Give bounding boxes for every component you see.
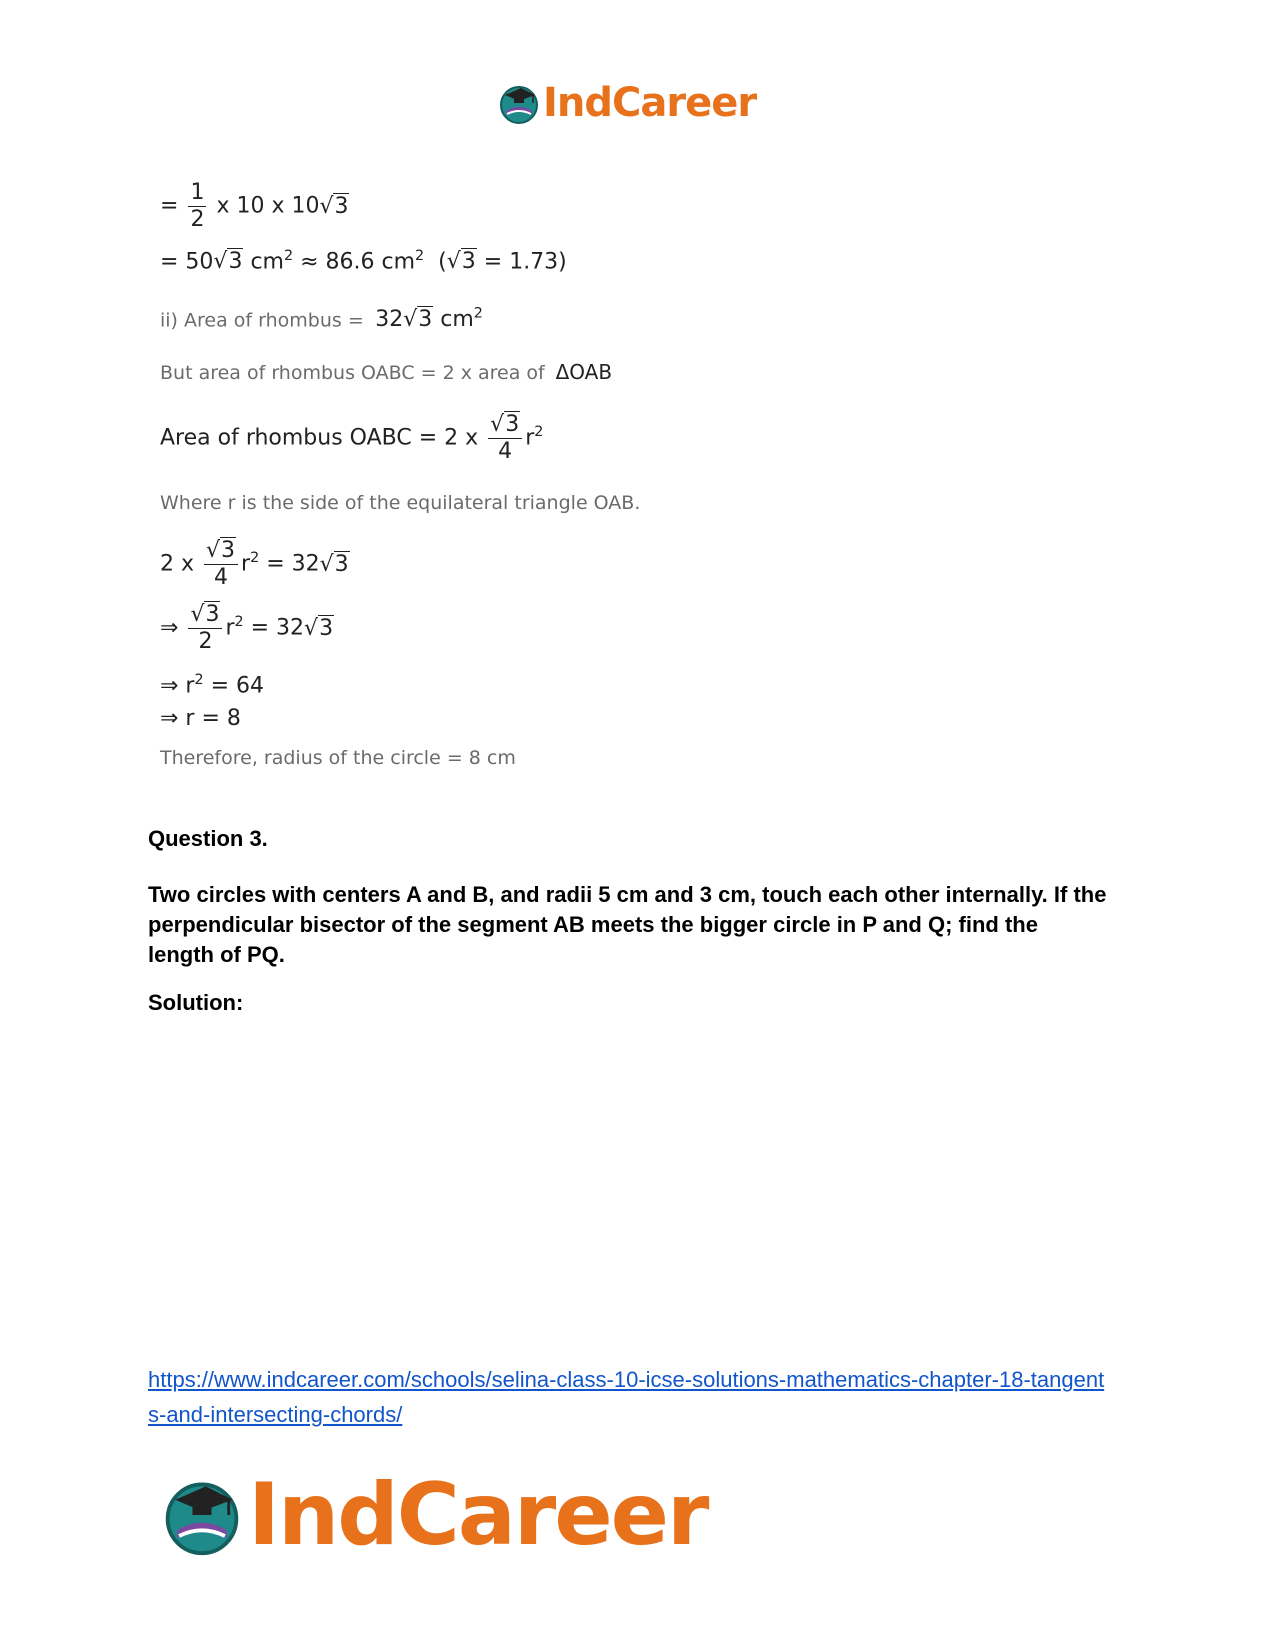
step-rhombus-relation: But area of rhombus OABC = 2 x area of ΔOAB: [160, 360, 613, 384]
step-equation-3: ⇒ $r^2 = 64$: [160, 672, 265, 699]
graduation-globe-icon: [160, 1473, 244, 1557]
step-conclusion: Therefore, radius of the circle = 8 cm: [160, 747, 516, 769]
brand-wordmark: IndCareer: [248, 1465, 708, 1565]
step-line-2: = 50√3 $cm^2 \approx 86.6$ $cm^2$ (√3 = 1.73): [160, 248, 567, 275]
brand-wordmark: IndCareer: [543, 80, 757, 126]
step-line-1: = $\frac{1}{2}$ x 10 x 10√3: [160, 180, 349, 232]
graduation-globe-icon: [497, 81, 541, 125]
step-equation-2: ⇒ $\frac{√3}{2}$ $r^2 = 32√3$: [160, 602, 334, 654]
step-rhombus-area: ii) Area of rhombus = 32√3 $cm^2$: [160, 306, 483, 333]
step-area-formula: Area of rhombus OABC = 2 x $\frac{√3}{4}$ $r^2$: [160, 412, 544, 464]
header-logo: [497, 80, 756, 126]
footer-logo: [160, 1465, 707, 1565]
source-link[interactable]: https://www.indcareer.com/schools/selina-class-10-icse-solutions-mathematics-chapter-18-tangents-and-intersecting-chords/: [148, 1367, 1105, 1427]
solution-label: Solution:: [148, 990, 244, 1015]
step-equation-1: 2 x $\frac{√3}{4}$ $r^2 = 32√3$: [160, 538, 349, 590]
question-label: Question 3.: [148, 826, 268, 851]
step-equation-4: ⇒ r = 8: [160, 706, 241, 731]
step-where-text: Where r is the side of the equilateral triangle OAB.: [160, 492, 641, 514]
question-text: Two circles with centers A and B, and radii 5 cm and 3 cm, touch each other internally. If the perpendicular bisector of the segment AB meets the bigger circle in P and Q; find the length of PQ.: [148, 882, 1107, 967]
